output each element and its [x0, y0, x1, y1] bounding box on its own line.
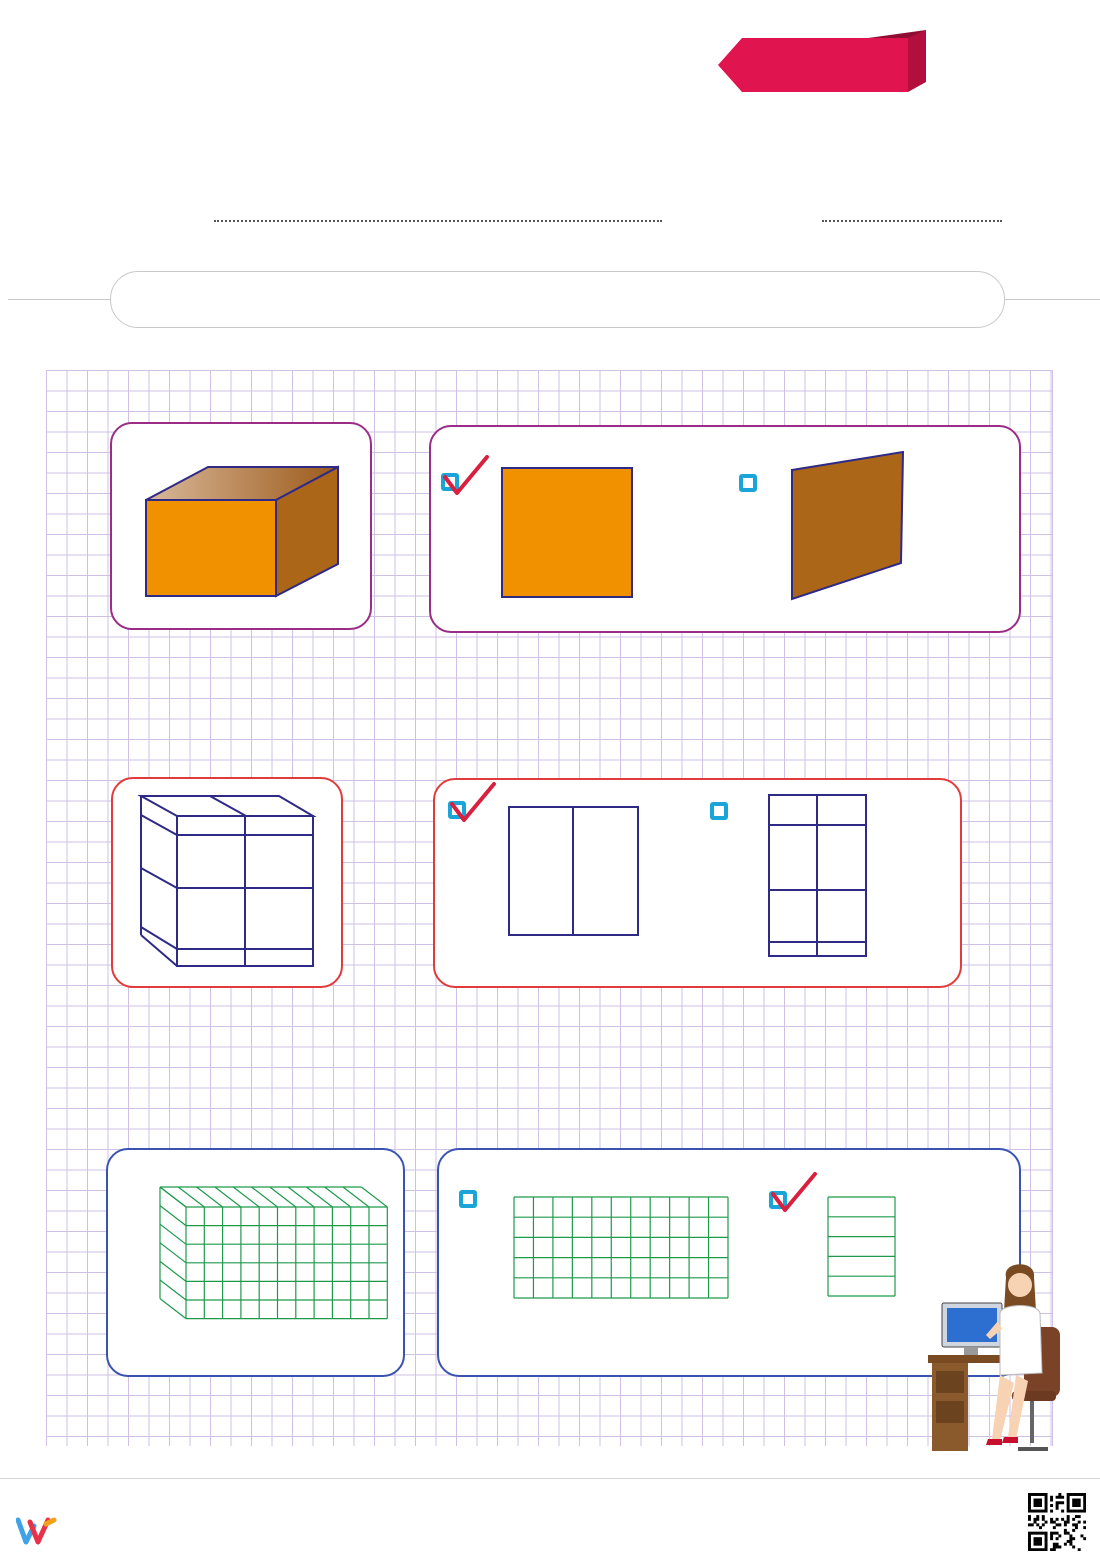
- brown-parallelogram-option[interactable]: [789, 451, 905, 601]
- footer-divider: [0, 1478, 1100, 1479]
- name-field[interactable]: [214, 220, 662, 222]
- q2-figure-box: [111, 777, 343, 988]
- q1-option-b-checkbox[interactable]: [739, 474, 757, 492]
- q3-figure-box: [106, 1148, 405, 1377]
- two-rectangle-option[interactable]: [508, 806, 640, 937]
- grid-rectangle-option[interactable]: [768, 794, 868, 958]
- solution-banner: [718, 30, 928, 102]
- green-front-grid-option[interactable]: [513, 1196, 729, 1299]
- class-field[interactable]: [822, 220, 1002, 222]
- check-mark-icon: [448, 782, 498, 826]
- qr-code-icon[interactable]: [1028, 1493, 1086, 1551]
- green-prism-figure: [108, 1150, 403, 1375]
- q2-options-box: [433, 778, 962, 988]
- title-rule-right: [1003, 299, 1100, 300]
- cube-block-figure: [113, 779, 341, 986]
- green-side-grid-option[interactable]: [827, 1196, 897, 1297]
- orange-prism-figure: [112, 424, 370, 628]
- check-mark-icon: [441, 455, 491, 499]
- check-mark-icon: [769, 1172, 819, 1216]
- title-rule-left: [8, 299, 110, 300]
- q1-options-box: [429, 425, 1021, 633]
- q3-option-a-checkbox[interactable]: [459, 1190, 477, 1208]
- q1-figure-box: [110, 422, 372, 630]
- title-box: [110, 271, 1005, 328]
- teacher-illustration: [928, 1263, 1063, 1455]
- worksheetzone-logo-icon: [16, 1516, 60, 1546]
- orange-square-option[interactable]: [501, 467, 633, 599]
- q2-option-b-checkbox[interactable]: [710, 802, 728, 820]
